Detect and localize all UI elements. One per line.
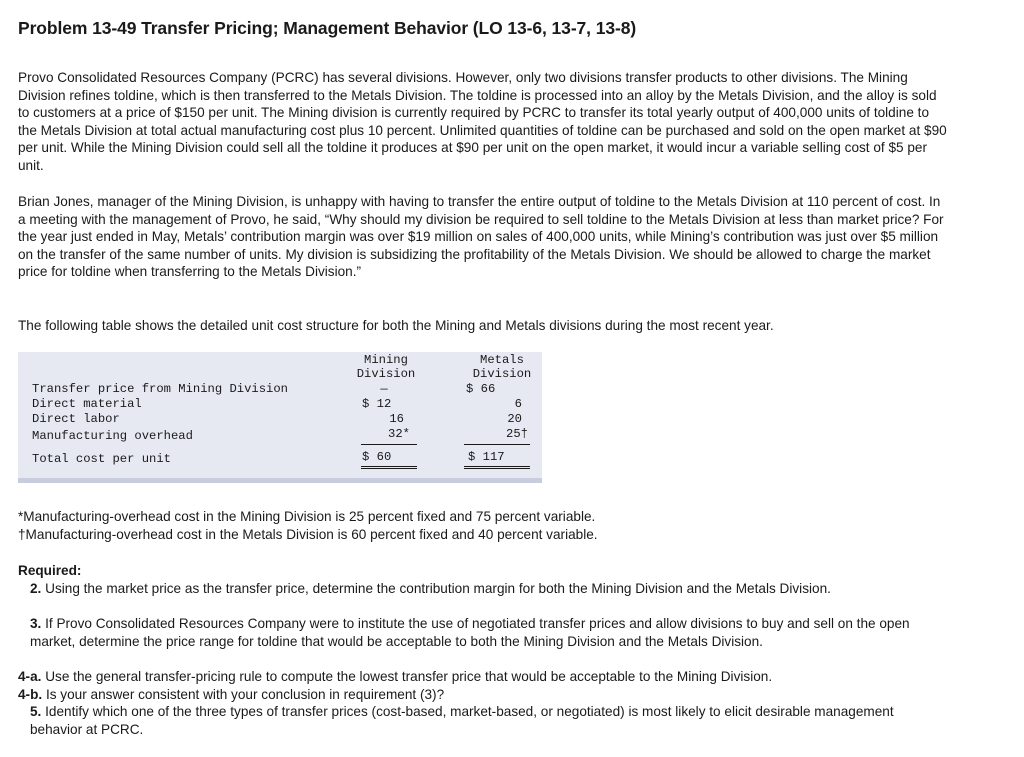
requirement-number: 4-a.: [18, 669, 42, 684]
row-label-manufacturing-overhead: Manufacturing overhead: [32, 429, 193, 443]
cell-mining-direct-labor: 16: [389, 412, 404, 426]
cell-metals-total-cost: $ 117: [468, 450, 505, 464]
requirement-number: 3.: [30, 616, 42, 631]
metals-subtotal-line: [464, 444, 530, 445]
requirement-4b: [18, 686, 948, 704]
requirement-5: [30, 703, 930, 738]
required-heading: Required:: [18, 563, 82, 578]
requirement-number: 2.: [30, 581, 42, 596]
cell-mining-total-cost: $ 60: [362, 450, 392, 464]
footnote-metals-overhead: †Manufacturing-overhead cost in the Metals Division is 60 percent fixed and 40 percent variable.: [18, 527, 598, 542]
cell-mining-transfer-price: —: [380, 382, 388, 396]
cell-metals-direct-labor: 20: [507, 412, 522, 426]
mining-division-header: Mining Division: [356, 353, 416, 381]
requirement-text: Is your answer consistent with your conclusion in requirement (3)?: [45, 687, 445, 702]
requirement-text: Identify which one of the three types of transfer prices (cost-based, market-based, or negotiated) is most likely to elicit desirable management behavior at PCRC.: [30, 704, 894, 737]
requirement-3: [30, 615, 945, 650]
table-bottom-bar: [18, 478, 542, 483]
metals-total-double-line: [464, 466, 530, 469]
cell-metals-transfer-price: $ 66: [466, 382, 496, 396]
row-label-transfer-price: Transfer price from Mining Division: [32, 382, 288, 396]
unit-cost-table: [18, 352, 542, 483]
metals-division-header: Metals Division: [472, 353, 532, 381]
table-intro-paragraph: The following table shows the detailed unit cost structure for both the Mining and Metals divisions during the most recent year.: [18, 318, 774, 333]
requirement-text: Using the market price as the transfer price, determine the contribution margin for both the Mining Division and the Metals Division.: [45, 581, 831, 596]
row-label-total-cost: Total cost per unit: [32, 452, 171, 466]
requirement-text: Use the general transfer-pricing rule to compute the lowest transfer price that would be acceptable to the Mining Division.: [45, 669, 773, 684]
requirement-2: [30, 580, 930, 598]
cell-metals-manufacturing-overhead: 25†: [506, 427, 528, 441]
cell-mining-direct-material: $ 12: [362, 397, 392, 411]
mining-total-double-line: [361, 466, 417, 469]
requirement-4a: [18, 668, 948, 686]
footnote-mining-overhead: *Manufacturing-overhead cost in the Mining Division is 25 percent fixed and 75 percent variable.: [18, 509, 596, 524]
requirement-number: 5.: [30, 704, 42, 719]
mining-subtotal-line: [361, 444, 417, 445]
row-label-direct-labor: Direct labor: [32, 412, 120, 426]
problem-title: Problem 13-49 Transfer Pricing; Management Behavior (LO 13-6, 13-7, 13-8): [18, 18, 637, 38]
requirement-number: 4-b.: [18, 687, 43, 702]
requirement-text: If Provo Consolidated Resources Company were to institute the use of negotiated transfer prices and allow divisions to buy and sell on the open market, determine the price range for toldine that would be acceptable to both the Mining Division and the Metals Division.: [30, 616, 910, 649]
manager-quote-paragraph: Brian Jones, manager of the Mining Division, is unhappy with having to transfer the entire output of toldine to the Metals Division at 110 percent of cost. In a meeting with the management of Provo, he said, “Why should my division be required to sell toldine to the Metals Division at less than market price? For the year just ended in May, Metals’ contribution margin was over $19 million on sales of 400,000 units, while Mining’s contribution was just over $5 million on the transfer of the same number of units. My division is subsidizing the profitability of the Metals Division. We should be allowed to charge the market price for toldine when transferring to the Metals Division.”: [18, 194, 944, 280]
intro-paragraph: Provo Consolidated Resources Company (PCRC) has several divisions. However, only two divisions transfer products to other divisions. The Mining Division refines toldine, which is then transferred to the Metals Division. The toldine is processed into an alloy by the Metals Division, and the alloy is sold to customers at a price of $150 per unit. The Mining division is currently required by PCRC to transfer its total yearly output of 400,000 units of toldine to the Metals Division at total actual manufacturing cost plus 10 percent. Unlimited quantities of toldine can be purchased and sold on the open market at $90 per unit. While the Mining Division could sell all the toldine it produces at $90 per unit on the open market, it would incur a variable selling cost of $5 per unit.: [18, 70, 947, 173]
row-label-direct-material: Direct material: [32, 397, 142, 411]
cell-mining-manufacturing-overhead: 32*: [388, 427, 410, 441]
cell-metals-direct-material: 6: [514, 397, 522, 411]
